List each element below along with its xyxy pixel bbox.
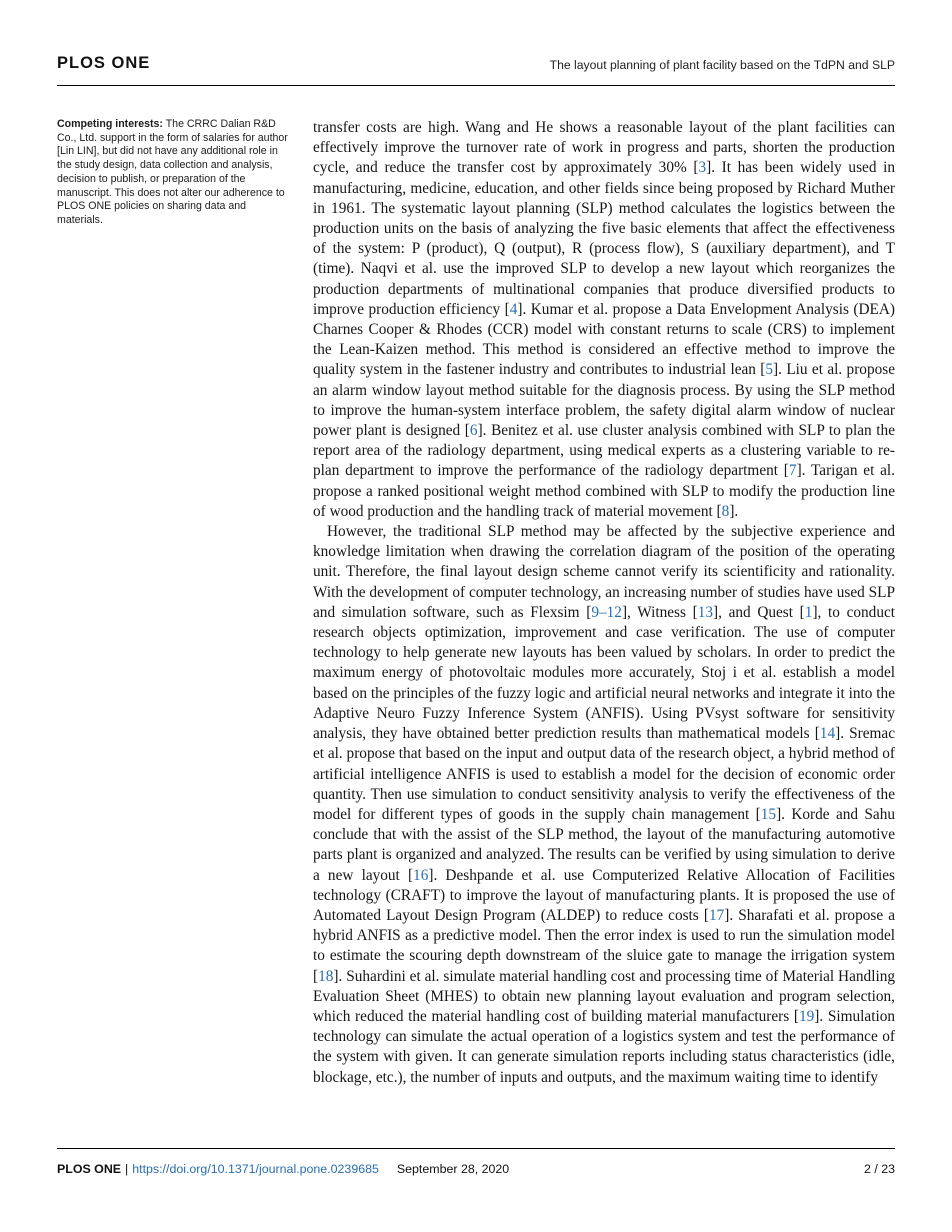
citation-link[interactable]: 1 — [804, 603, 813, 621]
body-text: ]. Deshpande et al. use Computerized Relative Allocation of Facilities technology (CRAFT) to improve the layout of manufacturing plants. It is proposed the use of Automated Layout Design Program (ALDEP) to reduce costs [ — [313, 866, 895, 924]
paragraph — [313, 522, 895, 1088]
body-text: transfer costs are high. Wang and He shows a reasonable layout of the plant facilities can effectively improve the turnover rate of work in progress and parts, shorten the production cycle, and reduce the transfer cost by approximately 30% [ — [313, 119, 895, 177]
citation-link[interactable]: 9–12 — [591, 603, 622, 621]
competing-interests-label: Competing interests: — [57, 118, 163, 130]
page-header — [57, 0, 895, 73]
body-text: ]. — [729, 502, 739, 520]
footer-separator: | — [125, 1162, 129, 1176]
citation-link[interactable]: 7 — [788, 462, 797, 480]
body-text: ], and Quest [ — [712, 603, 805, 621]
citation-link[interactable]: 4 — [509, 300, 518, 318]
body-text: ]. Suhardini et al. simulate material handling cost and processing time of Material Handling Evaluation Sheet (MHES) to obtain new planning layout evaluation and program selection, which reduced the material handling cost of building material manufacturers [ — [313, 967, 895, 1025]
body-text: ]. Sremac et al. propose that based on the input and output data of the research object, a hybrid method of artificial intelligence ANFIS is used to establish a model for the decision of economic order quantity. Then use simulation to conduct sensitivity analysis to verify the effectiveness of the model for different types of goods in the supply chain management [ — [313, 725, 895, 823]
footer-row — [57, 1162, 895, 1176]
paragraph — [313, 118, 895, 522]
body-text: ]. Benitez et al. use cluster analysis combined with SLP to plan the report area of the radiology department, using medical experts as a clustering variable to re-plan department to improve the performance of the radiology department [ — [313, 422, 895, 480]
citation-link[interactable]: 19 — [798, 1007, 815, 1025]
footer-journal: PLOS ONE — [57, 1162, 122, 1176]
competing-interests-note — [57, 118, 292, 228]
header-divider — [57, 85, 895, 86]
citation-link[interactable]: 6 — [469, 422, 478, 440]
margin-notes — [57, 118, 292, 1088]
footer-citation — [57, 1162, 509, 1176]
citation-link[interactable]: 18 — [318, 967, 334, 985]
citation-link[interactable]: 15 — [760, 805, 777, 823]
competing-interests-text: The CRRC Dalian R&D Co., Ltd. support in the form of salaries for author [Lin LIN], but did not have any additional role in the study design, data collection and analysis, decision to publish, or preparation of the manuscript. This does not alter our adherence to PLOS ONE policies on sharing data and materials. — [57, 118, 288, 226]
footer-divider — [57, 1148, 895, 1149]
citation-link[interactable]: 14 — [819, 725, 836, 743]
body-text: ], to conduct research objects optimization, improvement and case verification. The use of computer technology to help generate new layouts has been valued by scholars. In order to predict the maximum energy of photovoltaic modules more accurately, Stoj i et al. establish a model based on the principles of the fuzzy logic and artificial neural networks and integrate it into the Adaptive Neuro Fuzzy Inference System (ANFIS). Using PVsyst software for sensitivity analysis, they have obtained better prediction results than mathematical models [ — [313, 603, 896, 743]
body-text: ], Witness [ — [621, 603, 698, 621]
page-number: 2 / 23 — [863, 1162, 895, 1176]
body-text: ]. Tarigan et al. propose a ranked positional weight method combined with SLP to modify the production line of wood production and the handling track of material movement [ — [313, 462, 895, 520]
citation-link[interactable]: 13 — [697, 603, 713, 621]
citation-link[interactable]: 3 — [698, 159, 707, 177]
article-body — [313, 118, 895, 1088]
doi-link[interactable]: https://doi.org/10.1371/journal.pone.0239685 — [132, 1162, 379, 1176]
body-text: ]. Simulation technology can simulate the actual operation of a logistics system and test the performance of the system with given. It can generate simulation reports including status characteristics (idle, blockage, etc.), the number of inputs and outputs, and the maximum waiting time to identify — [313, 1007, 895, 1086]
citation-link[interactable]: 17 — [708, 906, 725, 924]
citation-link[interactable]: 5 — [765, 361, 774, 379]
body-text: ]. Korde and Sahu conclude that with the assist of the SLP method, the layout of the manufacturing automotive parts plant is organized and analyzed. The results can be verified by using simulation to derive a new layout [ — [313, 805, 895, 884]
page-footer — [57, 1148, 895, 1176]
body-text: However, the traditional SLP method may be affected by the subjective experience and knowledge limitation when drawing the correlation diagram of the position of the operating unit. Therefore, the final layout design scheme cannot verify its scientificity and rationality. With the development of computer technology, an increasing number of studies have used SLP and simulation software, such as Flexsim [ — [313, 523, 895, 621]
content-area — [57, 118, 895, 1088]
running-title: The layout planning of plant facility based on the TdPN and SLP — [549, 58, 895, 72]
journal-logo: PLOS ONE — [57, 54, 151, 72]
body-text: ]. Sharafati et al. propose a hybrid ANFIS as a predictive model. Then the error index is used to run the simulation model to estimate the scouring depth downstream of the sluice gate to manage the irrigation system [ — [313, 906, 896, 985]
citation-link[interactable]: 8 — [721, 502, 730, 520]
footer-date: September 28, 2020 — [396, 1162, 510, 1176]
body-text: ]. Liu et al. propose an alarm window layout method suitable for the diagnosis process. By using the SLP method to improve the human-system interface problem, the safety digital alarm window of nuclear power plant is designed [ — [313, 361, 895, 440]
body-text: ]. It has been widely used in manufacturing, medicine, education, and other fields since being proposed by Richard Muther in 1961. The systematic layout planning (SLP) method calculates the logistics between the production units on the basis of analyzing the five basic elements that affect the effectiveness of the system: P (product), Q (output), R (process flow), S (auxiliary department), and T (time). Naqvi et al. use the improved SLP to develop a new layout which reorganizes the production departments of multinational companies that produce diversified products to improve production efficiency [ — [313, 159, 895, 318]
body-text: ]. Kumar et al. propose a Data Envelopment Analysis (DEA) Charnes Cooper & Rhodes (CCR) model with constant returns to scale (CRS) to implement the Lean-Kaizen method. This method is considered an effective method to improve the quality system in the fastener industry and contributes to industrial lean [ — [313, 300, 896, 379]
citation-link[interactable]: 16 — [413, 866, 429, 884]
